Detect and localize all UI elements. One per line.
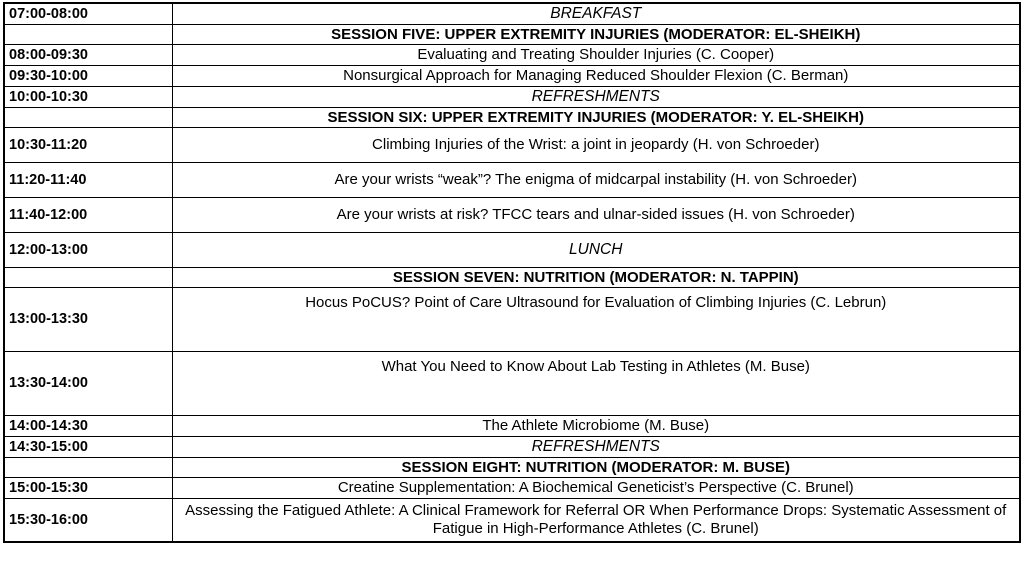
table-row bbox=[4, 267, 1020, 287]
row-time-cell: 11:40-12:00 bbox=[4, 197, 172, 232]
table-row bbox=[4, 127, 1020, 162]
table-row bbox=[4, 232, 1020, 267]
row-description-cell: Are your wrists “weak”? The enigma of midcarpal instability (H. von Schroeder) bbox=[172, 162, 1020, 197]
row-description-cell: Creatine Supplementation: A Biochemical Geneticist’s Perspective (C. Brunel) bbox=[172, 477, 1020, 498]
row-time-cell bbox=[4, 25, 172, 45]
row-time-cell: 15:00-15:30 bbox=[4, 477, 172, 498]
row-description-cell: Assessing the Fatigued Athlete: A Clinical Framework for Referral OR When Performance Drops: Systematic Assessment of Fatigue in High-Performance Athletes (C. Brunel) bbox=[172, 498, 1020, 542]
table-row bbox=[4, 415, 1020, 436]
row-time-cell: 07:00-08:00 bbox=[4, 3, 172, 25]
table-row bbox=[4, 287, 1020, 351]
row-time-cell: 14:30-15:00 bbox=[4, 436, 172, 457]
table-row bbox=[4, 65, 1020, 86]
table-row bbox=[4, 477, 1020, 498]
session-header-cell: SESSION FIVE: UPPER EXTREMITY INJURIES (MODERATOR: EL-SHEIKH) bbox=[172, 25, 1020, 45]
table-row bbox=[4, 25, 1020, 45]
row-time-cell: 12:00-13:00 bbox=[4, 232, 172, 267]
table-row bbox=[4, 107, 1020, 127]
row-time-cell: 10:00-10:30 bbox=[4, 86, 172, 107]
session-header-cell: SESSION EIGHT: NUTRITION (MODERATOR: M. BUSE) bbox=[172, 457, 1020, 477]
table-row bbox=[4, 498, 1020, 542]
row-time-cell bbox=[4, 107, 172, 127]
row-time-cell: 10:30-11:20 bbox=[4, 127, 172, 162]
table-row bbox=[4, 162, 1020, 197]
row-description-cell: Evaluating and Treating Shoulder Injuries (C. Cooper) bbox=[172, 45, 1020, 66]
row-time-cell bbox=[4, 457, 172, 477]
row-description-cell: REFRESHMENTS bbox=[172, 436, 1020, 457]
row-description-cell: The Athlete Microbiome (M. Buse) bbox=[172, 415, 1020, 436]
table-row bbox=[4, 436, 1020, 457]
row-description-cell: What You Need to Know About Lab Testing in Athletes (M. Buse) bbox=[172, 351, 1020, 415]
row-time-cell: 09:30-10:00 bbox=[4, 65, 172, 86]
schedule-table bbox=[3, 2, 1021, 543]
row-description-cell: Are your wrists at risk? TFCC tears and ulnar-sided issues (H. von Schroeder) bbox=[172, 197, 1020, 232]
row-description-cell: LUNCH bbox=[172, 232, 1020, 267]
table-row bbox=[4, 86, 1020, 107]
row-time-cell: 13:00-13:30 bbox=[4, 287, 172, 351]
row-time-cell bbox=[4, 267, 172, 287]
table-row bbox=[4, 3, 1020, 25]
row-time-cell: 13:30-14:00 bbox=[4, 351, 172, 415]
session-header-cell: SESSION SIX: UPPER EXTREMITY INJURIES (MODERATOR: Y. EL-SHEIKH) bbox=[172, 107, 1020, 127]
session-header-cell: SESSION SEVEN: NUTRITION (MODERATOR: N. TAPPIN) bbox=[172, 267, 1020, 287]
row-time-cell: 08:00-09:30 bbox=[4, 45, 172, 66]
table-row bbox=[4, 197, 1020, 232]
row-description-cell: Nonsurgical Approach for Managing Reduced Shoulder Flexion (C. Berman) bbox=[172, 65, 1020, 86]
row-time-cell: 14:00-14:30 bbox=[4, 415, 172, 436]
table-row bbox=[4, 457, 1020, 477]
row-description-cell: Hocus PoCUS? Point of Care Ultrasound for Evaluation of Climbing Injuries (C. Lebrun) bbox=[172, 287, 1020, 351]
table-row bbox=[4, 45, 1020, 66]
schedule-table-body bbox=[4, 3, 1020, 542]
row-time-cell: 15:30-16:00 bbox=[4, 498, 172, 542]
row-time-cell: 11:20-11:40 bbox=[4, 162, 172, 197]
table-row bbox=[4, 351, 1020, 415]
row-description-cell: BREAKFAST bbox=[172, 3, 1020, 25]
row-description-cell: REFRESHMENTS bbox=[172, 86, 1020, 107]
row-description-cell: Climbing Injuries of the Wrist: a joint in jeopardy (H. von Schroeder) bbox=[172, 127, 1020, 162]
